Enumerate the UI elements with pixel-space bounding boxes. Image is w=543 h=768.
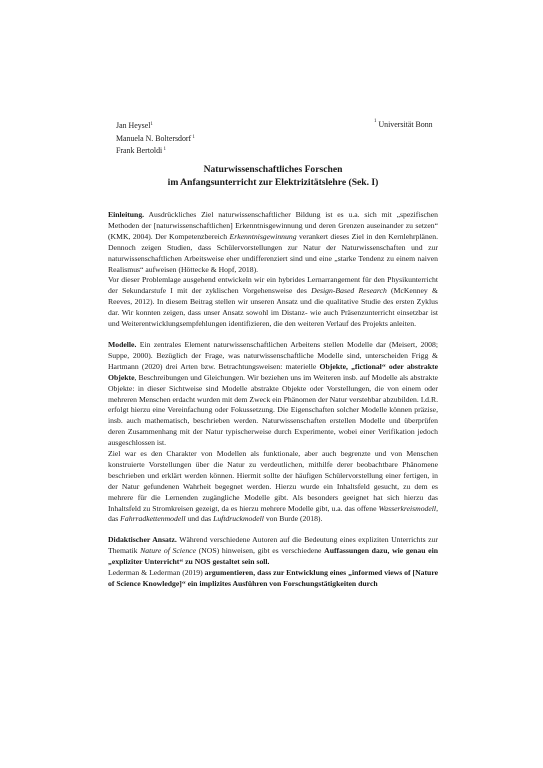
author-2-affil-mark: 1: [191, 134, 195, 140]
modelle-paragraph-1: Modelle. Ein zentrales Element naturwissenschaftlichen Arbeitens stellen Modelle dar (Meisert, 2008; Suppe, 2000). Bezüglich der Frage, was naturwissenschaftliche Modelle sind, unterscheiden Frigg & Hartmann (2020) drei Arten bzw. Betrachtungsweisen: materielle Objekte, „fictional“ oder abstrakte Objekte, Beschreibungen und Gleichungen. Wir beziehen uns im Weiteren insb. auf Modelle als abstrakte Objekte: in dieser Sichtweise sind Modelle abstrakte Objekte oder Vorstellungen, die von einem oder mehreren Menschen erdacht wurden mit dem Zweck ein Phänomen der Natur verstehbar abzubilden. I.d.R. erfolgt hierzu eine Vereinfachung oder Fokussetzung. Die Eigenschaften solcher Modelle können präzise, insb. auch mathematisch, beschrieben werden. Naturwissenschaften erstellen Modelle und überprüfen deren Zusammenhang mit der Natur typischerweise durch Experimente, wobei einer Verifikation jedoch ausgeschlossen ist.: [108, 339, 438, 448]
affiliation: $^1$ Universität Bonn: [374, 119, 433, 129]
author-1-affil-mark: 1: [150, 122, 153, 127]
section-gap: [108, 330, 438, 340]
author-list: [116, 120, 195, 158]
title-line-2: im Anfangsunterricht zur Elektrizitätslehre (Sek. I): [167, 176, 379, 188]
paper-title: [108, 164, 438, 189]
didaktik-paragraph-1: Didaktischer Ansatz. Während verschiedene Autoren auf die Bedeutung eines expliziten Unterrichts zur Thematik Nature of Science (NOS) hinweisen, gibt es verschiedene Auffassungen dazu, wie genau ein „expliziter Unterricht“ zu NOS gestaltet sein soll.: [108, 535, 438, 567]
section-heading-modelle: Modelle.: [108, 339, 137, 349]
section-heading-einleitung: Einleitung.: [108, 210, 145, 219]
author-1: Jan Heysel$^1$: [116, 121, 153, 130]
modelle-paragraph-2: Ziel war es den Charakter von Modellen als funktionale, aber auch begrenzte und von Menschen konstruierte Vorstellungen über die Natur zu verdeutlichen, mithilfe derer beobachtbare Phänomene beschrieben und erklärt werden können. Hiermit sollte der häufigen Schülervorstellung einer fertigen, in der Natur gefundenen Wahrheit begegnet werden. Hierzu wurde ein Inhaltsfeld gesucht, zu dem es mehrere für die Lernenden zugängliche Modelle gibt. Als besonders geeignet hat sich hierzu das Inhaltsfeld zu Stromkreisen gezeigt, da es hierzu mehrere Modelle gibt, u.a. das offene Wasserkreismodell, das Fahrradkettenmodell und das Luftdruckmodell von Burde (2018).: [108, 449, 438, 524]
paper-body: [108, 210, 438, 590]
section-gap: [108, 525, 438, 535]
author-2: Manuela N. Boltersdorf $^1$: [116, 133, 195, 143]
einleitung-paragraph-1: Einleitung. Ausdrückliches Ziel naturwissenschaftlicher Bildung ist es u.a. sich mit „spezifischen Methoden der [naturwissenschaftlichen] Erkenntnisgewinnung und deren Grenzen auseinander zu setzen“ (KMK, 2004). Der Kompetenzbereich Erkenntnisgewinnung verankert dieses Ziel in den Kernlehrplänen. Dennoch zeigen Studien, dass Schülervorstellungen zur Natur der Naturwissenschaften und zur naturwissenschaftlichen Arbeitsweise eher undifferenziert sind und eine „starke Tendenz zu einem naiven Realismus“ aufweisen (Höttecke & Hopf, 2018).: [108, 210, 438, 274]
author-3-affil-mark: 1: [162, 147, 166, 152]
author-3: Frank Bertoldi $^1$: [116, 146, 166, 155]
section-heading-didaktik: Didaktischer Ansatz.: [108, 535, 177, 545]
didaktik-paragraph-2: Lederman & Lederman (2019) argumentieren, dass zur Entwicklung eines „informed views of [Nature of Science Knowledge]“ ein implizites Ausführen von Forschungstätigkeiten durch: [108, 568, 439, 588]
title-line-1: Naturwissenschaftliches Forschen: [203, 164, 343, 175]
einleitung-paragraph-2: Vor dieser Problemlage ausgehend entwickeln wir ein hybrides Lernarrangement für den Physikunterricht der Sekundarstufe I mit der zyklischen Vorgehensweise des Design-Based Research (McKenney & Reeves, 2012). In diesem Beitrag stellen wir unseren Ansatz und die qualitative Studie des ersten Zyklus dar. Wir konnten zeigen, dass unser Ansatz sowohl im Distanz- wie auch Präsenzunterricht einsetzbar ist und Weiterentwicklungsempfehlungen identifizieren, die den weiteren Verlauf des Projekts anleiten.: [108, 275, 438, 329]
